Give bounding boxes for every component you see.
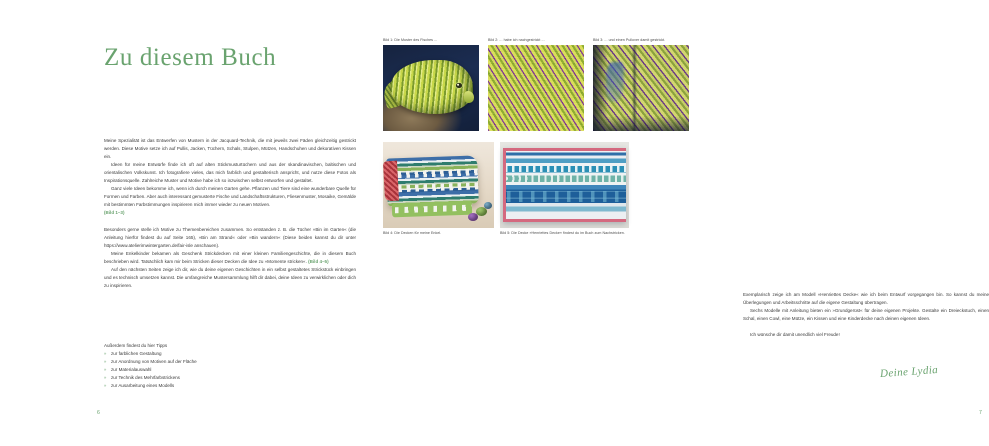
figure-4-caption: Bild 4: Die Decken für meine Enkel. xyxy=(383,231,442,235)
paragraph: Sechs Modelle mit Anleitung bieten ein »Grundgerüst« für deine eigenen Projekte. Gestalte ein Dreieckstuch, einen Schal, einen Cowl, eine Mütze, ein Kissen und eine Kinderdecke nach deinen eigenen Ideen. xyxy=(743,308,989,322)
sweater-blue-highlight xyxy=(606,62,623,102)
page-title: Zu diesem Buch xyxy=(104,44,277,71)
blanket-left-border xyxy=(503,148,507,222)
fish-mouth-shape xyxy=(464,91,475,102)
sweater-bottom-shadow xyxy=(593,116,689,131)
blanket-bottom-border xyxy=(503,219,627,222)
right-body-text xyxy=(743,291,989,339)
figure-4-image xyxy=(383,142,494,228)
paragraph: Auf den nächsten Seiten zeige ich dir, wie du deine eigenen Geschichten in ein selbst gestaltetes Strickstück einbringen und es technisch umsetzen kannst. Die umfangreiche Mustersammlung hilft dir dabei, deine Ideen zu verwirklichen oder dich zu inspirieren. xyxy=(104,266,356,288)
blue-striped-blanket xyxy=(503,148,627,222)
henriettes-blanket-photo xyxy=(500,142,629,228)
knit-texture-overlay xyxy=(488,45,584,131)
figure-2-caption: Bild 2: ... habe ich nachgestrickt ... xyxy=(488,38,545,42)
figure-reference-text: (Bild 1–3) xyxy=(104,210,125,216)
folded-blanket-stripes xyxy=(387,156,480,207)
fish-eye-shape xyxy=(456,83,462,89)
blanket-top-border xyxy=(503,148,627,151)
figure-1-caption: Bild 1: Die Muster des Fisches ... xyxy=(383,38,438,42)
left-body-text xyxy=(104,137,356,290)
figure-reference-text: (Bild 4–5) xyxy=(308,258,329,264)
paragraph-spacer xyxy=(104,217,356,225)
paragraph: Besonders gerne stelle ich Motive zu Themenbereichen zusammen. So entstanden z. B. die Tücher »Bin im Garten« (die Anleitung hierfür findest du auf Seite 165), »Bin am Strand« oder »Bin wandern« (Diese beiden kannst du dir unter https://www.atelierimwintergarten.de/fair-isle anschauen). xyxy=(104,226,356,248)
figure-1 xyxy=(383,38,479,131)
tips-section xyxy=(104,342,304,390)
page-number-right: 7 xyxy=(979,410,982,416)
figure-3-caption: Bild 3: ... und einen Pullover damit gestrickt. xyxy=(593,38,666,42)
paragraph: Meine Spezialität ist das Entwerfen von Mustern in der Jacquard-Technik, die mit jeweils zwei Fäden gleichzeitig gestrickt werden. Diese Motive setze ich auf Pullis, Jacken, Tüchern, Schals, Stulpen, Mützen, Handschuhen und dekorativen Kissen ein. xyxy=(104,138,356,160)
tree-motif-row xyxy=(503,166,627,173)
page-number-left: 6 xyxy=(97,410,100,416)
tips-lead: Außerdem findest du hier Tipps xyxy=(104,343,168,348)
closing-line: Ich wünsche dir damit unendlich viel Freude! xyxy=(750,332,840,338)
figure-reference xyxy=(104,209,356,217)
sheep-motif-row xyxy=(388,183,479,193)
fish-motif-row xyxy=(503,191,627,202)
blankets-photo xyxy=(383,142,494,228)
sheep-motif-row xyxy=(387,168,478,178)
paragraph-text: Meine Enkelkinder bekamen als Geschenk Strickdecken mit einer kleinen Familiengeschichte, die in diesem Buch beschrieben wird. Tatsächlich kam mir beim Stricken dieser Decken die Idee zu »Momente stricken«. xyxy=(104,250,356,264)
figure-2-image xyxy=(488,45,584,131)
signature: Deine Lydia xyxy=(879,363,939,381)
fish-photo xyxy=(383,45,479,131)
figure-2 xyxy=(488,38,584,131)
list-item: » zur Materialauswahl xyxy=(104,366,304,374)
figure-1-image xyxy=(383,45,479,131)
figure-5-caption: Bild 5: Die Decke »Henriettes Decke« findest du im Buch zum Nachstricken. xyxy=(500,231,625,235)
paragraph: Ganz viele Ideen bekomme ich, wenn ich durch meinen Garten gehe. Pflanzen und Tiere sind eine wunderbare Quelle für Formen und Farben. Aber auch interessant gemusterte Fische und Landschaftsstrukturen, Fliesenmuster, Mosaike, Gemälde mit bestimmten Farbstimmungen inspirieren mich immer wieder zu neuen Motiven. xyxy=(104,186,356,208)
knitted-swatch-photo xyxy=(488,45,584,131)
yarn-ball-blue xyxy=(484,202,492,209)
figure-5-image xyxy=(500,142,629,228)
tips-list xyxy=(104,350,304,390)
figure-3-image xyxy=(593,45,689,131)
red-checked-blanket-edge xyxy=(383,161,399,201)
list-item: » zur Anordnung von Motiven auf der Fläche xyxy=(104,358,304,366)
left-page xyxy=(0,0,360,446)
list-item: » zur farblichen Gestaltung xyxy=(104,350,304,358)
figure-3 xyxy=(593,38,689,131)
sweater-photo xyxy=(593,45,689,131)
paragraph: Exemplarisch zeige ich am Modell »Henriettes Decke« wie ich beim Entwurf vorgegangen bin. So kannst du meine Überlegungen und Arbeitsschritte auf die eigene Gestaltung übertragen. xyxy=(743,292,989,306)
list-item: » zur Ausarbeitung eines Modells xyxy=(104,382,304,390)
circle-motif-row xyxy=(503,175,627,182)
paragraph: Ideen für meine Entwürfe finde ich oft auf alten Stickmusturtüchern und aus der skandinavischen, baltischen und orientalischen Volkskunst. Ich fotografiere vieles, das mich farblich und gestalterisch anspricht, und nutze diese Fotos als Inspirationsquelle. Zahlreiche Muster und Motive habe ich so inzwischen selbst entworfen und gestaltet. xyxy=(104,162,356,184)
figure-4 xyxy=(383,142,494,236)
list-item: » zur Technik des Mehrfarbstrickens xyxy=(104,374,304,382)
paragraph xyxy=(104,250,356,266)
figure-5 xyxy=(500,142,629,236)
